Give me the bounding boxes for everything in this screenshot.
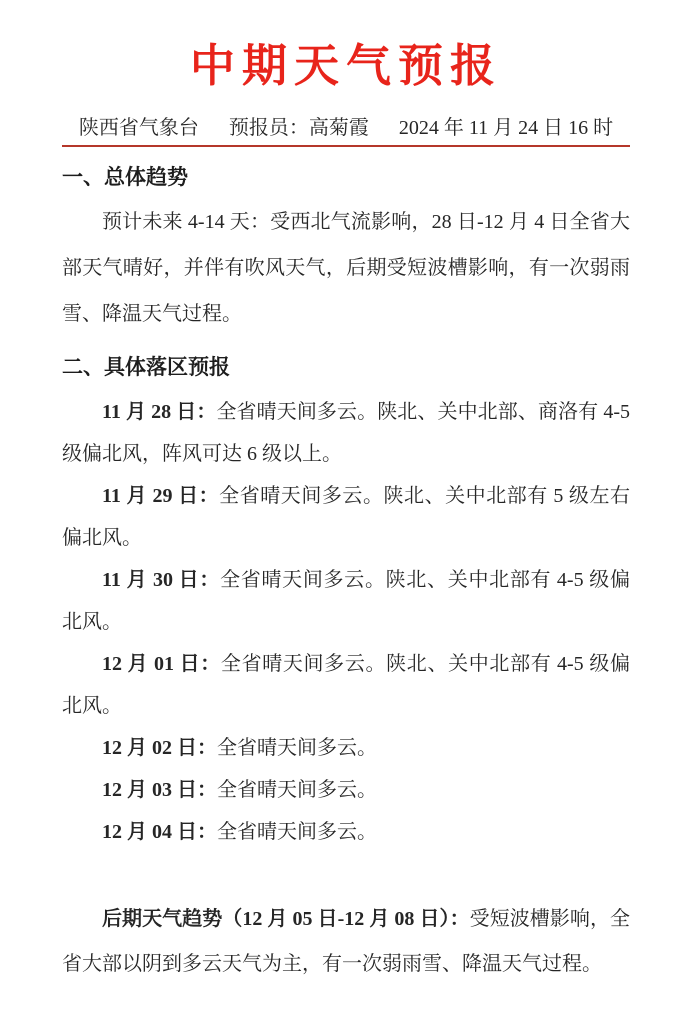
forecast-entry [62,727,630,769]
forecast-text: 全省晴天间多云。陕北、关中北部有 5 级左右偏北风。 [62,485,630,549]
forecast-entry [62,559,630,643]
forecast-text: 全省晴天间多云。陕北、关中北部有 4-5 级偏北风。 [62,569,630,633]
station-name: 陕西省气象台 [78,117,199,139]
forecast-entries [62,391,630,853]
section-heading-overall-trend: 一、总体趋势 [62,166,188,189]
meta-line [62,116,630,147]
forecast-entry [62,643,630,727]
forecast-date: 11 月 28 日： [102,401,217,423]
forecast-date: 12 月 01 日： [102,653,221,675]
section-heading-detailed-forecast: 二、具体落区预报 [62,356,230,379]
forecast-date: 12 月 03 日： [102,779,217,801]
forecast-entry [62,391,630,475]
document-title: 中期天气预报 [189,41,502,91]
outlook-paragraph [62,897,630,987]
forecast-date: 11 月 29 日： [102,485,220,507]
outlook-text: 受短波槽影响，全省大部以阴到多云天气为主，有一次弱雨雪、降温天气过程。 [62,908,630,975]
forecast-text: 全省晴天间多云。 [217,821,377,843]
forecast-date: 12 月 02 日： [102,737,217,759]
forecast-date: 11 月 30 日： [102,569,221,591]
forecast-entry [62,769,630,811]
forecast-text: 全省晴天间多云。陕北、关中北部有 4-5 级偏北风。 [62,653,630,717]
forecaster: 预报员：高菊霞 [228,117,369,139]
forecast-text: 全省晴天间多云。 [217,779,377,801]
overall-trend-paragraph: 预计未来 4-14 天：受西北气流影响，28 日-12 月 4 日全省大部天气晴好，并伴有吹风天气，后期受短波槽影响，有一次弱雨雪、降温天气过程。 [62,211,630,325]
forecast-text: 全省晴天间多云。陕北、关中北部、商洛有 4-5 级偏北风，阵风可达 6 级以上。 [62,401,630,465]
forecast-entry [62,475,630,559]
forecast-entry [62,811,630,853]
forecast-date: 12 月 04 日： [102,821,217,843]
outlook-label: 后期天气趋势（12 月 05 日-12 月 08 日）： [102,908,470,930]
issue-datetime: 2024 年 11 月 24 日 16 时 [398,117,614,139]
forecast-text: 全省晴天间多云。 [217,737,377,759]
